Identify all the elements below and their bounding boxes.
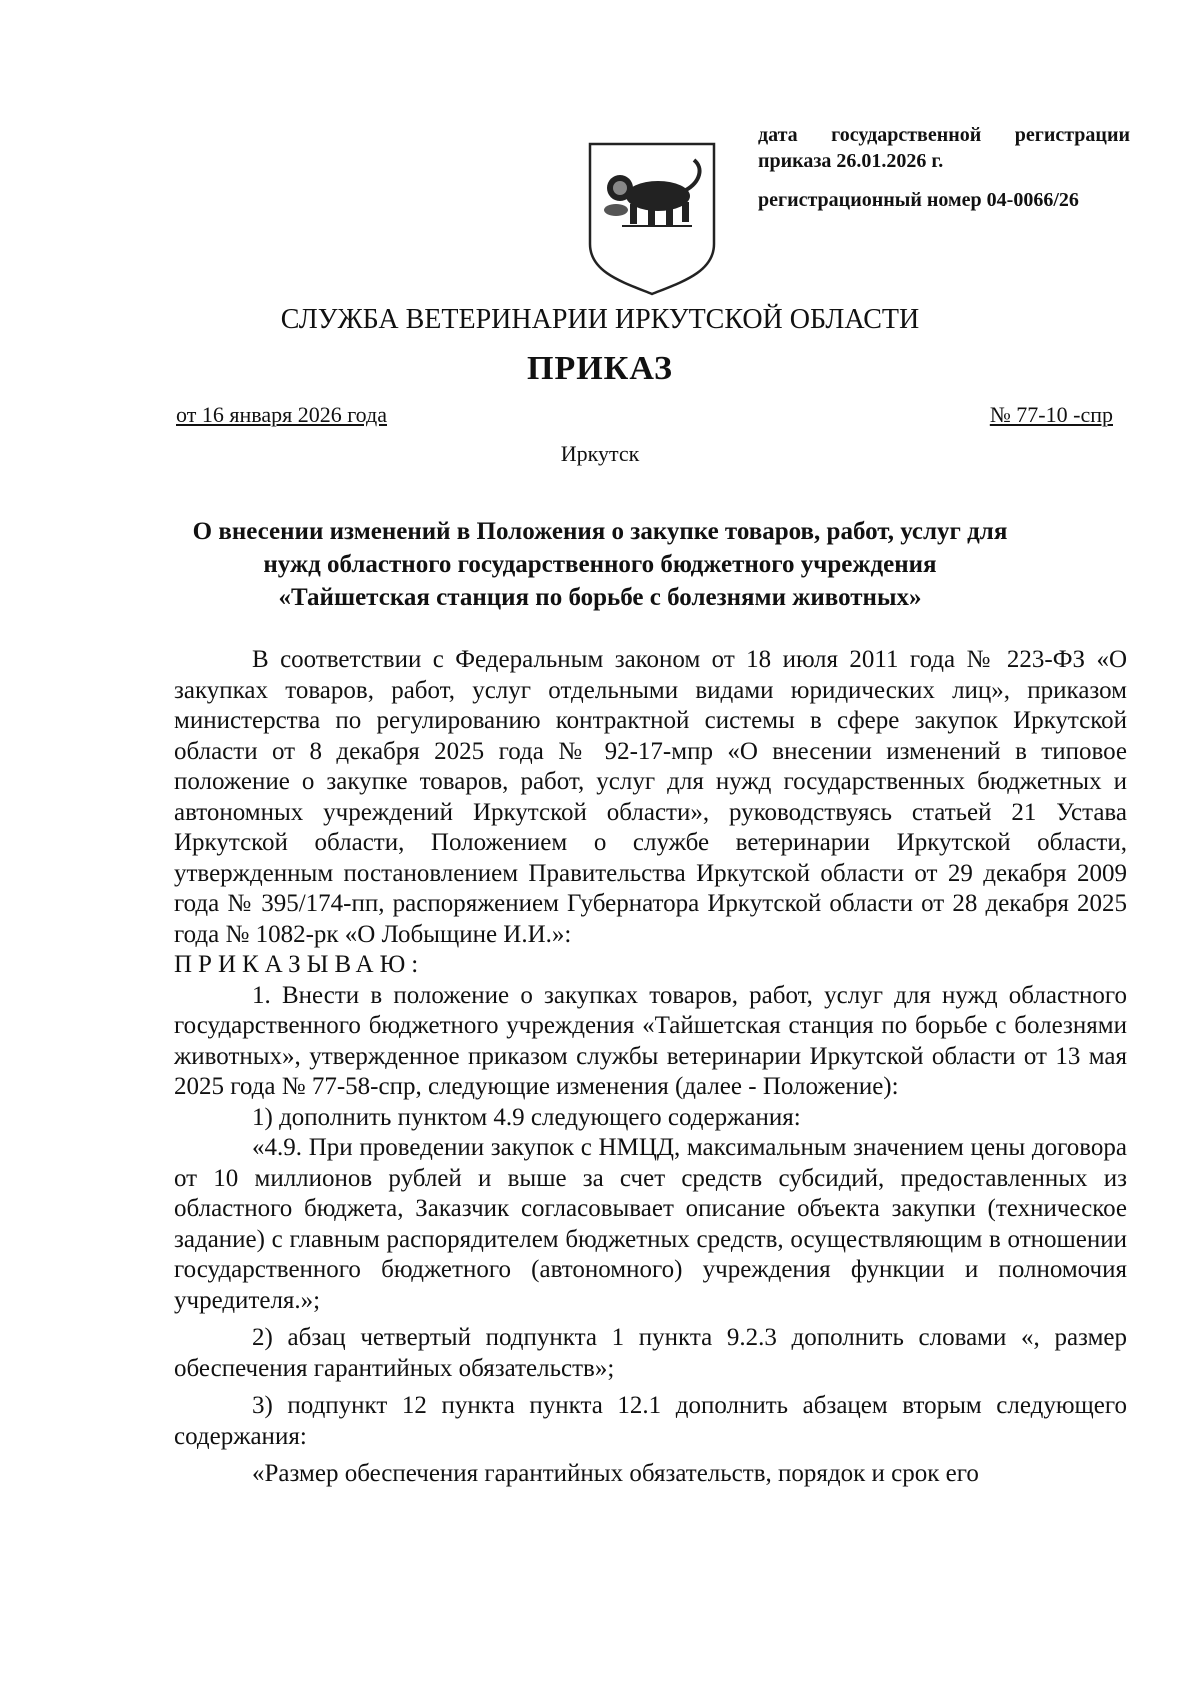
registration-number: регистрационный номер 04-0066/26 [758, 189, 1079, 211]
document-number: № 77-10 -спр [989, 402, 1113, 427]
document-heading [150, 515, 1050, 614]
subitem-2-paragraph: 2) абзац четвертый подпункта 1 пункта 9.2.3 дополнить словами «, размер обеспечения гарантийных обязательств»; [174, 1324, 1127, 1382]
heading-line-3: «Тайшетская станция по борьбе с болезнями животных» [278, 584, 922, 611]
subitem-1-paragraph: 1) дополнить пунктом 4.9 следующего содержания: [252, 1103, 801, 1131]
document-body [174, 645, 1127, 1490]
document-date: от 16 января 2026 года [176, 402, 387, 427]
preamble-paragraph: В соответствии с Федеральным законом от 18 июля 2011 года № 223-ФЗ «О закупках товаров, работ, услуг отдельными видами юридических лиц», приказом министерства по регулированию контрактной системы в сфере закупок Иркутской области от 8 декабря 2025 года № 92-17-мпр «О внесении изменений в типовое положение о закупке товаров, работ, услуг для нужд государственных бюджетных и автономных учреждений Иркутской области», руководствуясь статьей 21 Устава Иркутской области, Положением о службе ветеринарии Иркутской области, утвержденным постановлением Правительства Иркутской области от 29 декабря 2009 года № 395/174-пп, распоряжением Губернатора Иркутской области от 28 декабря 2025 года № 1082-рк «О Лобыщине И.И.»: [174, 646, 1127, 948]
subitem-3-paragraph: 3) подпункт 12 пункта пункта 12.1 дополнить абзацем вторым следующего содержания: [174, 1392, 1127, 1450]
quote-4-9-paragraph: «4.9. При проведении закупок с НМЦД, максимальным значением цены договора от 10 миллионов рублей и выше за счет средств субсидий, предоставленных из областного бюджета, Заказчик согласовывает описание объекта закупки (техническое задание) с главным распорядителем бюджетных средств, осуществляющим в отношении государственного бюджетного (автономного) учреждения функции и полномочия учредителя.»; [174, 1134, 1127, 1314]
order-word: ПРИКАЗЫВАЮ: [174, 951, 425, 978]
irkutsk-coat-of-arms-icon [586, 140, 718, 296]
registration-date: приказа 26.01.2026 г. [758, 150, 944, 172]
registration-stamp [758, 122, 1130, 213]
heading-line-1: О внесении изменений в Положения о закупке товаров, работ, услуг для [192, 518, 1008, 545]
item-1-paragraph: 1. Внести в положение о закупках товаров, работ, услуг для нужд областного государственного бюджетного учреждения «Тайшетская станция по борьбе с болезнями животных», утвержденное приказом службы ветеринарии Иркутской области от 13 мая 2025 года № 77-58-спр, следующие изменения (далее - Положение): [174, 981, 1127, 1100]
quote-guarantee-paragraph: «Размер обеспечения гарантийных обязательств, порядок и срок его [252, 1460, 979, 1487]
organization-name: СЛУЖБА ВЕТЕРИНАРИИ ИРКУТСКОЙ ОБЛАСТИ [280, 304, 920, 335]
document-type: ПРИКАЗ [527, 350, 673, 387]
heading-line-2: нужд областного государственного бюджетного учреждения [263, 551, 937, 578]
registration-line-1: дата государственной регистрации [758, 124, 1130, 146]
document-city: Иркутск [560, 441, 640, 466]
